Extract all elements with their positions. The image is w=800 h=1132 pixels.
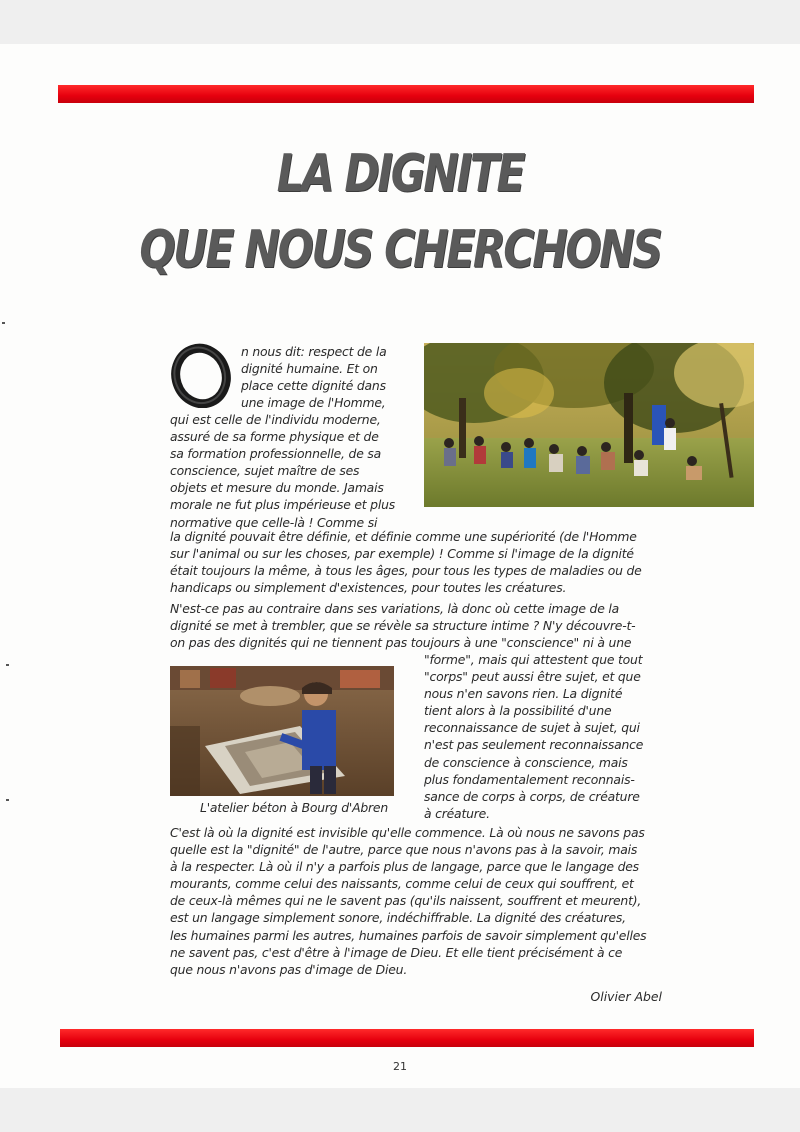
text-line: que nous n'avons pas d'image de Dieu. <box>170 961 408 977</box>
text-line: les humaines parmi les autres, humaines parfois de savoir simplement qu'elles <box>170 927 647 943</box>
text-line: sur l'animal ou sur les choses, par exemple) ! Comme si l'image de la dignité <box>170 546 634 562</box>
text-line: est un langage simplement sonore, indéchiffrable. La dignité des créatures, <box>170 910 626 926</box>
park-photo <box>424 343 754 507</box>
full-width-block-2 <box>170 600 760 651</box>
left-column-block <box>170 411 420 531</box>
text-line: "corps" peut aussi être sujet, et que <box>424 669 641 685</box>
full-width-block-3 <box>170 824 760 978</box>
magazine-page <box>0 44 800 1088</box>
text-line: n nous dit: respect de la <box>241 344 387 359</box>
page-number: 21 <box>393 1060 407 1073</box>
text-line: plus fondamentalement reconnais- <box>424 771 635 787</box>
text-line: dignité humaine. Et on <box>241 361 378 377</box>
text-line: morale ne fut plus impérieuse et plus <box>170 497 395 513</box>
text-line: à créature. <box>424 805 490 821</box>
page-title-line-1: LA DIGNITE <box>276 144 524 204</box>
page-title-line-2: QUE NOUS CHERCHONS <box>139 220 661 280</box>
text-line: normative que celle-là ! Comme si <box>170 514 378 530</box>
text-line: objets et mesure du monde. Jamais <box>170 480 384 496</box>
full-width-block-1 <box>170 528 760 596</box>
bottom-red-rule <box>60 1029 754 1047</box>
text-line: de conscience à conscience, mais <box>424 754 628 770</box>
text-line: on pas des dignités qui ne tiennent pas toujours à une "conscience" ni à une <box>170 635 632 651</box>
text-line: nous n'en savons rien. La dignité <box>424 686 623 702</box>
text-line: place cette dignité dans <box>241 378 386 394</box>
text-line: était toujours la même, à tous les âges, pour tous les types de maladies ou de <box>170 563 642 579</box>
text-line: n'est pas seulement reconnaissance <box>424 737 644 753</box>
article-author: Olivier Abel <box>590 989 662 1004</box>
text-line: quelle est la "dignité" de l'autre, parce que nous n'avons pas à la savoir, mais <box>170 842 638 858</box>
text-line: sance de corps à corps, de créature <box>424 788 640 804</box>
text-line: de ceux-là mêmes qui ne le savent pas (qu'ils naissent, souffrent et meurent), <box>170 893 642 909</box>
concrete-workshop-photo <box>170 666 394 796</box>
text-line: handicaps ou simplement d'existences, pour toutes les créatures. <box>170 580 567 596</box>
text-line: la dignité pouvait être définie, et définie comme une supériorité (de l'Homme <box>170 529 637 544</box>
text-line: tient alors à la possibilité d'une <box>424 703 612 719</box>
text-line: dignité se met à trembler, que se révèle sa structure intime ? N'y découvre-t- <box>170 618 636 634</box>
text-line: C'est là où la dignité est invisible qu'elle commence. Là où nous ne savons pas <box>170 825 645 840</box>
text-line: sa formation professionnelle, de sa <box>170 446 382 462</box>
scan-speck <box>6 664 9 666</box>
text-line: qui est celle de l'individu moderne, <box>170 412 381 427</box>
intro-block <box>241 343 421 411</box>
right-column-block <box>424 651 754 822</box>
text-line: une image de l'Homme, <box>241 395 386 411</box>
text-line: N'est-ce pas au contraire dans ses variations, là donc où cette image de la <box>170 601 619 616</box>
text-line: mourants, comme celui des naissants, comme celui de ceux qui souffrent, et <box>170 876 634 892</box>
text-line: conscience, sujet maître de ses <box>170 463 360 479</box>
top-red-rule <box>58 85 754 103</box>
photo-caption: L'atelier béton à Bourg d'Abren <box>200 800 388 815</box>
text-line: assuré de sa forme physique et de <box>170 429 379 445</box>
dropcap-o <box>170 340 232 408</box>
text-line: "forme", mais qui attestent que tout <box>424 652 643 667</box>
scan-speck <box>6 799 9 801</box>
scan-speck <box>2 322 5 324</box>
text-line: à la respecter. Là où il n'y a parfois plus de langage, parce que le langage des <box>170 859 639 875</box>
text-line: ne savent pas, c'est d'être à l'image de Dieu. Et elle tient précisément à ce <box>170 944 623 960</box>
text-line: reconnaissance de sujet à sujet, qui <box>424 720 640 736</box>
